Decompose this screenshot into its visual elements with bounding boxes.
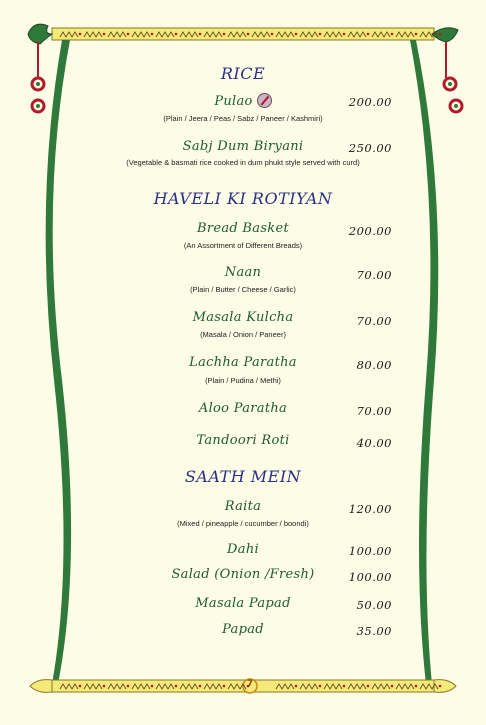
menu-item-price: 100.00 — [348, 570, 392, 584]
section-title-saath-mein: SAATH MEIN — [184, 467, 302, 486]
menu-item-description: (Plain / Butter / Cheese / Garlic) — [190, 285, 296, 294]
menu-item-price: 80.00 — [356, 358, 392, 372]
menu-item-price: 35.00 — [356, 624, 392, 638]
menu-item-name: Masala Kulcha — [192, 310, 294, 325]
menu-item-name: Raita — [224, 499, 262, 514]
page-number: 7 — [246, 679, 254, 689]
menu-item-description: (An Assortment of Different Breads) — [183, 241, 303, 250]
menu-item-name: Aloo Paratha — [198, 401, 288, 416]
menu-item-name: Tandoori Roti — [196, 433, 290, 448]
menu-item-price: 250.00 — [348, 141, 392, 155]
menu-item-description: (Vegetable & basmati rice cooked in dum phukt style served with curd) — [126, 158, 360, 167]
menu-item-price: 70.00 — [356, 268, 392, 282]
menu-item-price: 40.00 — [356, 436, 392, 450]
menu-item-price: 200.00 — [348, 95, 392, 109]
menu-item-description: (Masala / Onion / Paneer) — [200, 330, 286, 339]
menu-item-price: 70.00 — [356, 404, 392, 418]
menu-item-price: 100.00 — [348, 544, 392, 558]
menu-item-name: Masala Papad — [195, 596, 291, 611]
menu-item-name: Naan — [224, 265, 262, 280]
menu-item-price: 200.00 — [348, 224, 392, 238]
menu-item-name: Dahi — [227, 542, 259, 557]
menu-item-name: Salad (Onion /Fresh) — [171, 567, 315, 582]
menu-item-description: (Plain / Pudina / Methi) — [205, 376, 281, 385]
section-title-haveli-ki-rotiyan: HAVELI KI ROTIYAN — [153, 189, 333, 208]
menu-item-name: Pulao — [0, 94, 486, 109]
menu-item-name: Sabj Dum Biryani — [182, 139, 304, 154]
menu-item-price: 70.00 — [356, 314, 392, 328]
menu-item-name: Lachha Paratha — [189, 355, 297, 370]
menu-item-description: (Mixed / pineapple / cucumber / boondi) — [177, 519, 309, 528]
menu-item-description: (Plain / Jeera / Peas / Sabz / Paneer / Kashmiri) — [163, 114, 323, 123]
no-onion-icon — [257, 93, 272, 108]
menu-item-name: Bread Basket — [196, 221, 290, 236]
section-title-rice: RICE — [220, 64, 266, 83]
menu-item-price: 120.00 — [348, 502, 392, 516]
menu-item-price: 50.00 — [356, 598, 392, 612]
menu-item-name: Papad — [222, 622, 264, 637]
